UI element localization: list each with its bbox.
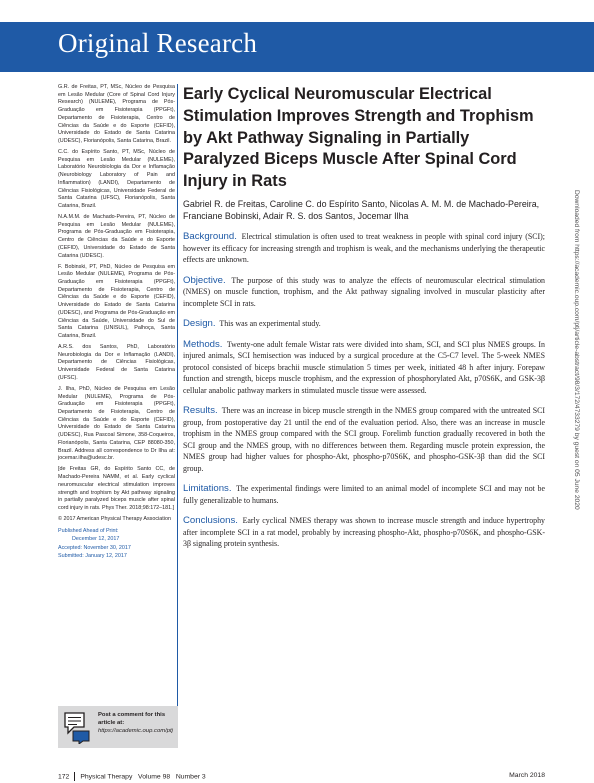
abstract-limitations — [183, 483, 545, 506]
submitted-date: Submitted: January 12, 2017 — [58, 552, 127, 559]
page-number: 172 — [58, 773, 70, 781]
comment-link[interactable]: https://academic.oup.com/ptj — [98, 728, 173, 734]
footer-divider — [74, 772, 75, 781]
abstract-heading: Background. — [183, 231, 237, 243]
abstract-text: The experimental findings were limited to an animal model of incomplete SCI and may not be fully generalizable to humans. — [183, 484, 545, 505]
column-divider — [177, 84, 178, 706]
affiliation-2: C.C. do Espírito Santo, PT, MSc, Núcleo de Pesquisa em Lesão Medular (NULEME), Laboratório Neurobiologia da Dor e Inflamação (Neurobiology Laboratory of Pain and Inflammation) (LANDI), Departamento de Ciências Fisiológicas, Universidade Federal de Santa Catarina (UFSC), Florianópolis, Santa Catarina, Brazil. — [58, 149, 175, 209]
section-header-band — [0, 22, 594, 72]
article-title: Early Cyclical Neuromuscular Electrical Stimulation Improves Strength and Trophism by Akt Pathway Signaling in Partially Paralyzed Biceps Muscle After Spinal Cord Injury in Rats — [183, 85, 534, 191]
download-watermark — [572, 190, 582, 620]
abstract-heading: Design. — [183, 318, 216, 330]
abstract-heading: Conclusions. — [183, 515, 238, 527]
published-ahead-date: December 12, 2017 — [72, 536, 120, 543]
main-column — [183, 84, 545, 550]
abstract-heading: Results. — [183, 405, 218, 417]
comment-prompt: Post a comment for this article at: — [98, 712, 166, 726]
article-authors: Gabriel R. de Freitas, Caroline C. do Espírito Santo, Nicolas A. M. M. de Machado-Pereira, Franciane Bobinski, Adair R. S. dos Santos, Jocemar Ilha — [183, 198, 540, 222]
post-comment-box[interactable] — [58, 706, 178, 748]
abstract-objective — [183, 275, 545, 310]
journal-name: Physical Therapy — [80, 773, 133, 781]
abstract-heading: Limitations. — [183, 483, 232, 495]
affiliations-column — [58, 84, 175, 560]
citation: [de Freitas GR, do Espírito Santo CC, de Machado-Pereira NAMM, et al. Early cyclical neuromuscular electrical stimulation improves strength and trophism by Akt pathway signaling in partially paralyzed biceps muscle after spinal cord injury in rats. Phys Ther. 2018;98:172–181.] — [58, 466, 175, 511]
abstract-text: Electrical stimulation is often used to treat weakness in people with spinal cord injury (SCI); however its efficacy for increasing strength and trophism is weak, and the mechanisms underlying the therapeutic effects are unknown. — [183, 232, 545, 265]
abstract-text: This was an experimental study. — [219, 319, 321, 329]
affiliation-5: A.R.S. dos Santos, PhD, Laboratório Neurobiologia da Dor e Inflamação (LANDI), Departamento de Ciências Fisiológicas, Universidade Federal de Santa Catarina (UFSC). — [58, 344, 175, 381]
abstract-heading: Objective. — [183, 274, 226, 286]
published-ahead-label: Published Ahead of Print: — [58, 528, 119, 535]
affiliation-3: N.A.M.M. de Machado-Pereira, PT, Núcleo de Pesquisa em Lesão Medular (NULEME), Programa de Pós-Graduação em Fisioterapia, Centro de Ciências da Saúde e do Esporte (CEFID), Universidade do Estado de Santa Catarina (UDESC). — [58, 214, 175, 259]
abstract-text: The purpose of this study was to analyze the effects of neuromuscular electrical stimulation (NMES) on muscle function, trophism, and the Akt pathway signaling involved in muscular plasticity after incomplete SCI in rats. — [183, 275, 545, 308]
abstract-methods — [183, 339, 545, 397]
abstract-conclusions — [183, 515, 545, 550]
affiliation-1: G.R. de Freitas, PT, MSc, Núcleo de Pesquisa em Lesão Medular (Core of Spinal Cord Injury Research) (NULEME), Programa de Pós-Graduação em Fisioterapia (PPGFt), Departamento de Fisioterapia, Centro de Ciências da Saúde e do Esporte (CEFID), Universidade do Estado de Santa Catarina (UDESC), Florianópolis, Santa Catarina, Brazil. — [58, 84, 175, 144]
affiliation-4: F. Bobinski, PT, PhD, Núcleo de Pesquisa em Lesão Medular (NULEME), Programa de Pós-Graduação em Fisioterapia (PPGFt), Departamento de Fisioterapia, Centro de Ciências da Saúde e do Esporte (CEFID), Universidade do Estado de Santa Catarina (UDESC), and Programa de Pós-Graduação em Ciências da Saúde, Universidade do Sul de Santa Catarina (UNISUL), Palhoça, Santa Catarina, Brazil. — [58, 263, 175, 339]
journal-number: Number 3 — [175, 773, 206, 781]
download-watermark-text: Downloaded from https://academic.oup.com/ptj/article-abstract/98/3/172/4733279 by guest on 05 June 2020 — [573, 190, 580, 510]
issue-date: March 2018 — [509, 772, 545, 779]
abstract-results — [183, 405, 545, 474]
abstract-design — [183, 318, 545, 330]
journal-volume: Volume 98 — [138, 773, 171, 781]
abstract-text: Twenty-one adult female Wistar rats were divided into sham, SCI, and SCI plus NMES groups. In injured animals, SCI hemisection was induced by a surgical procedure at the C5-C7 level. The 5-week NMES protocol consisted of biceps brachii muscle stimulation 5 times per week, initiated 48 h after injury. Forepaw function and strength, biceps muscle trophism, and the expression of phosphorylated Akt, p70S6K, and GSK-3β cellular anabolic pathway markers in stimulated muscle tissue were assessed. — [183, 339, 545, 395]
accepted-date: Accepted: November 30, 2017 — [58, 544, 131, 551]
abstract-text: There was an increase in bicep muscle strength in the NMES group compared with the untreated SCI group, from postoperative day 21 until the end of the evaluation period. Also, there was an increase in muscle trophism in the NMES group compared with the SCI group. Forelimb function gradually recovered in both the SCI group and the NMES group, with no differences between them. Regarding muscle protein expression, the NMES group had higher values for phospho-Akt, phospho-p70S6K, and phospho-GSK-3β than did the SCI group. — [183, 406, 545, 473]
comment-speech-bubble-icon — [62, 710, 92, 744]
abstract-heading: Methods. — [183, 338, 223, 350]
affiliation-6: J. Ilha, PhD, Núcleo de Pesquisa em Lesão Medular (NULEME), Programa de Pós-Graduação em Fisioterapia (PPGFt), Departamento de Fisioterapia, Centro de Ciências da Saúde e do Esporte (CEFID), Universidade do Estado de Santa Catarina (UDESC), Rua Pascoal Simone, 358-Coqueiros, Florianópolis, Santa Catarina, CEP 88080-350, Brazil. Address all correspondence to Dr Ilha at: jocemar.ilha@udesc.br. — [58, 385, 175, 462]
abstract-text: Early cyclical NMES therapy was shown to increase muscle strength and induce hypertrophy after incomplete SCI in a rat model, probably by increasing phospho-Akt, phospho-p70S6K, and phospho-GSK-3β signaling protein synthesis. — [183, 516, 545, 549]
publication-dates — [58, 527, 175, 560]
abstract-background — [183, 231, 545, 266]
section-label: Original Research — [58, 28, 258, 58]
copyright: © 2017 American Physical Therapy Association — [58, 516, 171, 522]
